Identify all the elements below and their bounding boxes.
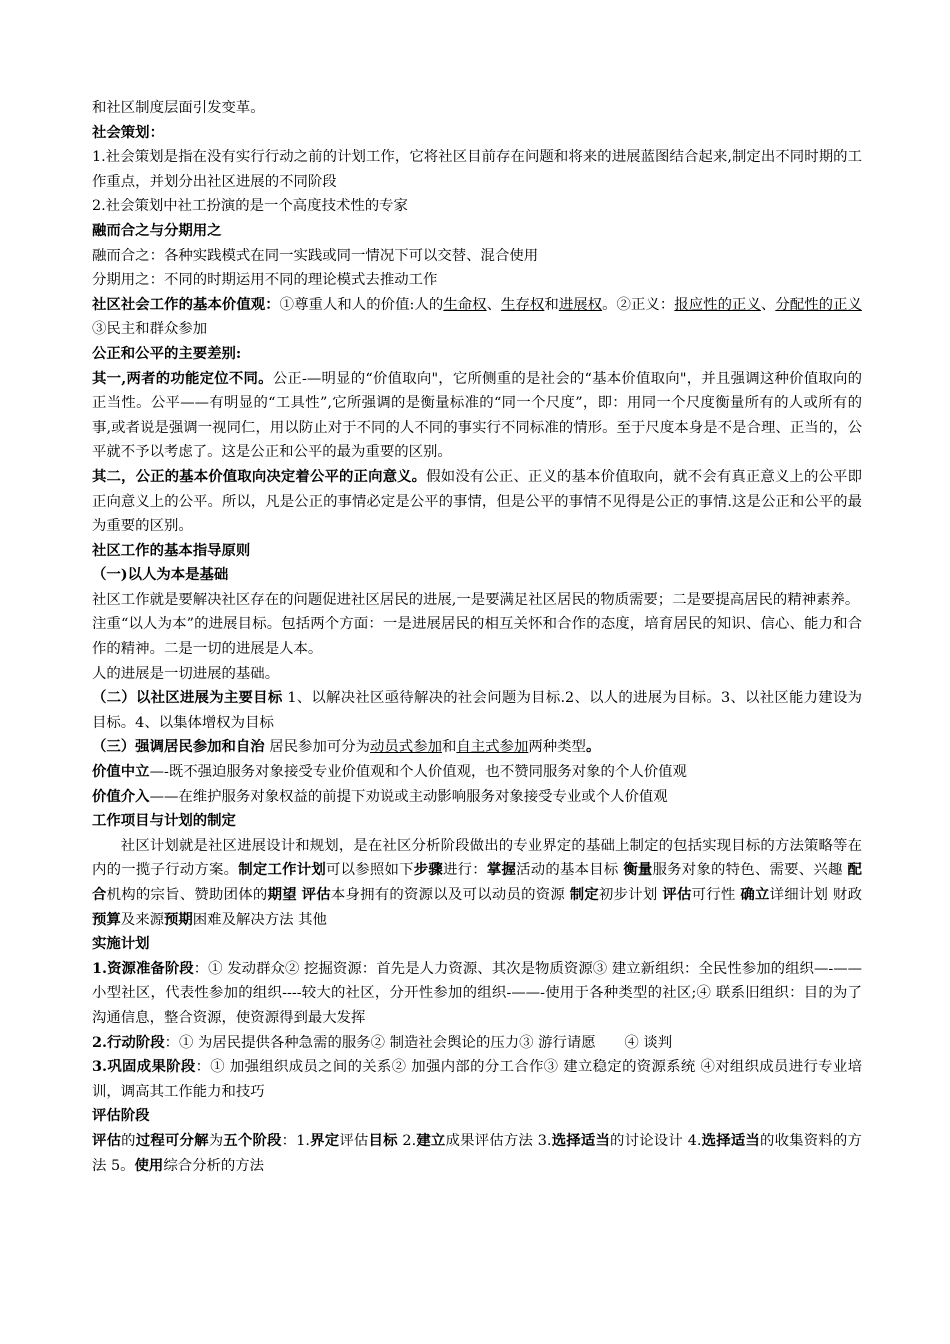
heading-evaluation: 评估阶段 xyxy=(92,1107,150,1125)
text: 及来源 xyxy=(120,911,164,928)
underlined-term: 自主式参加 xyxy=(456,739,529,756)
bold-term: 界定 xyxy=(309,1131,340,1149)
values-label: 社区社会工作的基本价值观： xyxy=(92,295,280,313)
underlined-term: 生存权 xyxy=(501,296,545,313)
document-page xyxy=(92,96,862,1178)
text: —-既不强迫服务对象接受专业价值观和个人价值观，也不赞同服务对象的个人价值观 xyxy=(149,764,687,781)
bold-term: 选择适当 xyxy=(551,1131,611,1149)
text: 两种类型 xyxy=(528,739,586,756)
underlined-term: 生命权 xyxy=(443,296,487,313)
text: ：1. xyxy=(281,1132,310,1149)
bold-term: 预期 xyxy=(163,910,193,928)
text: 的讨论设计 4. xyxy=(610,1132,702,1149)
text: ：① 加强组织成员之间的关系② 加强内部的分工合作③ 建立稳定的资源系统 ④对组织成员进行专业培训，调高其工作能力和技巧 xyxy=(92,1059,862,1100)
text: 可以参照如下 xyxy=(326,862,414,879)
text: 成果评估方法 3. xyxy=(445,1132,552,1149)
text: 的 xyxy=(121,1132,136,1149)
text: ：① 发动群众② 挖掘资源：首先是人力资源、其次是物质资源③ 建立新组织：全民性参加的组织—-——小型社区，代表性参加的组织----较大的社区，分开性参加的组织-——-使用于各种类型的社区;④ 联系旧组织：目的为了沟通信息，整合资源，使资源得到最大发挥 xyxy=(92,960,862,1026)
text: 公正-—明显的“价值取向"，它所侧重的是社会的“基本价值取向"，并且强调这种价值取向的正当性。公平——有明显的“工具性”,它所强调的是衡量标准的“同一个尺度”，即：用同一个尺度衡量所有的人或所有的事,或者说是强调一视同仁，用以防止对于不同的人不同的事实行不同标准的情形。至于尺度本身是不是合理、正当的，公平就不予以考虑了。这是公正和公平的最为重要的区别。 xyxy=(92,370,862,461)
bold-term: 期望 xyxy=(267,886,297,903)
bold-term: 评估 xyxy=(301,886,331,903)
bold-lead: 价值介入 xyxy=(92,787,150,805)
paragraph: 1.社会策划是指在没有实行行动之前的计划工作，它将社区目前存在问题和将来的进展蓝图结合起来,制定出不同时期的工作重点，并划分出社区进展的不同阶段 xyxy=(92,149,862,190)
paragraph xyxy=(92,367,862,465)
paragraph xyxy=(92,1129,862,1178)
heading-principles: 社区工作的基本指导原则 xyxy=(92,541,251,559)
text: 和 xyxy=(441,739,457,756)
text: 可行性 xyxy=(691,887,741,903)
bold-lead: 1.资源准备阶段 xyxy=(92,959,194,977)
paragraph xyxy=(92,760,862,785)
text: ——在维护服务对象权益的前提下劝说或主动影响服务对象接受专业或个人价值观 xyxy=(149,788,668,805)
text: 的收集资料的方法 5。 xyxy=(92,1132,862,1174)
text: 机构的宗旨、赞助团体的 xyxy=(106,887,268,903)
bold-term: 步骤 xyxy=(413,861,443,879)
bold-lead: 2.行动阶段 xyxy=(92,1033,165,1051)
underlined-term: 动员式参加 xyxy=(370,739,442,756)
bold-term: 预算 xyxy=(92,910,121,928)
bold-term: 掌握 xyxy=(486,861,517,879)
text: ③民主和群众参加 xyxy=(92,321,208,338)
text: 居民参加可分为 xyxy=(264,739,371,756)
bold-lead: 其二，公正的基本价值取向决定着公平的正向意义。 xyxy=(92,467,427,485)
bold-term: 评估 xyxy=(92,1131,122,1149)
text: 假如没有公正、正义的基本价值取向，就不会有真正意义上的公平即正向意义上的公平。所以，凡是公正的事情必定是公平的事情，但是公平的事情不见得是公正的事情.这是公正和公平的最为重要的区别。 xyxy=(92,468,862,535)
text: 1、以解决社区亟待解决的社会问题为目标.2、以人的进展为目标。3、以社区能力建设为目标。4、以集体增权为目标 xyxy=(92,690,862,731)
bold-term: 五个阶段 xyxy=(223,1131,282,1149)
paragraph: 社区工作就是要解决社区存在的问题促进社区居民的进展,一是要满足社区居民的物质需要；二是要提高居民的精神素养。 xyxy=(92,591,860,608)
paragraph-values xyxy=(92,293,862,342)
bold-term: 配合 xyxy=(92,861,862,903)
text: 和 xyxy=(544,296,559,313)
text: 为 xyxy=(208,1132,224,1149)
heading-fairness: 公正和公平的主要差别: xyxy=(92,344,242,362)
bold-term: 确立 xyxy=(740,886,770,903)
paragraph xyxy=(92,686,862,735)
bold-term: 过程可分解 xyxy=(135,1131,209,1149)
paragraph xyxy=(92,735,862,760)
text: 综合分析的方法 xyxy=(163,1157,265,1174)
paragraph xyxy=(92,1031,862,1056)
heading-combine: 融而合之与分期用之 xyxy=(92,221,222,239)
paragraph: 和社区制度层面引发变革。 xyxy=(92,100,265,116)
bold-term: 评估 xyxy=(662,886,692,903)
underlined-term: 进展权 xyxy=(558,296,603,313)
heading-implementation: 实施计划 xyxy=(92,935,150,953)
bold-lead: 3.巩固成果阶段 xyxy=(92,1058,196,1076)
bold-term: 使用 xyxy=(134,1156,164,1174)
bold-lead: 其一,两者的功能定位不同。 xyxy=(92,369,273,387)
text: 服务对象的特色、需要、兴趣 xyxy=(652,862,848,879)
text: 、 xyxy=(760,296,776,313)
paragraph: 分期用之：不同的时期运用不同的理论模式去推动工作 xyxy=(92,272,438,289)
bold-lead: （二）以社区进展为主要目标 xyxy=(92,689,283,707)
text: 评估 xyxy=(339,1132,369,1149)
paragraph xyxy=(92,465,862,539)
underlined-term: 分配性的正义 xyxy=(775,296,862,313)
paragraph xyxy=(92,1055,862,1104)
bold-term: 制定 xyxy=(569,886,600,903)
paragraph xyxy=(92,957,862,1031)
heading-social-planning: 社会策划： xyxy=(92,123,164,141)
text: 。 xyxy=(585,738,601,756)
text: 进行： xyxy=(443,862,487,879)
underlined-term: 报应性的正义 xyxy=(674,296,761,313)
bold-term: 选择适当 xyxy=(701,1131,760,1149)
bold-term: 衡量 xyxy=(623,861,653,879)
text: 、 xyxy=(486,296,502,313)
text: 。②正义： xyxy=(602,296,675,313)
heading-project: 工作项目与计划的制定 xyxy=(92,812,236,830)
subheading: （一)以人为本是基础 xyxy=(92,566,229,584)
text: 初步计划 xyxy=(599,887,663,903)
bold-lead: 价值中立 xyxy=(92,763,150,781)
bold-term: 目标 xyxy=(368,1131,398,1149)
text: 详细计划 财政 xyxy=(769,887,862,903)
text: 2. xyxy=(397,1132,417,1149)
paragraph xyxy=(92,834,862,932)
paragraph: 融而合之：各种实践模式在同一实践或同一情况下可以交替、混合使用 xyxy=(92,247,539,264)
paragraph: 人的进展是一切进展的基础。 xyxy=(92,665,280,682)
paragraph: 2.社会策划中社工扮演的是一个高度技术性的专家 xyxy=(92,198,408,215)
text: 社区计划就是社区进展设计和规划，是在社区分析阶段做出的专业界定的基础上制定的包括实现目标的方法策略等在内的一揽子行动方案。 xyxy=(92,837,862,879)
text: ①尊重人和人的价值:人的 xyxy=(279,296,444,313)
text: 困难及解决方法 其他 xyxy=(192,911,327,928)
bold-term: 建立 xyxy=(416,1131,446,1149)
paragraph: 注重“以人为本”的进展目标。包括两个方面：一是进展居民的相互关怀和合作的态度，培育居民的知识、信心、能力和合作的精神。二是一切的进展是人本。 xyxy=(92,616,862,658)
text: 本身拥有的资源以及可以动员的资源 xyxy=(330,887,570,903)
bold-term: 制定工作计划 xyxy=(238,861,326,879)
paragraph xyxy=(92,785,862,810)
bold-lead: （三）强调居民参加和自治 xyxy=(92,738,265,756)
text: 活动的基本目标 xyxy=(516,862,624,879)
text: ：① 为居民提供各种急需的服务② 制造社会舆论的压力③ 游行请愿 ④ 谈判 xyxy=(164,1034,673,1051)
